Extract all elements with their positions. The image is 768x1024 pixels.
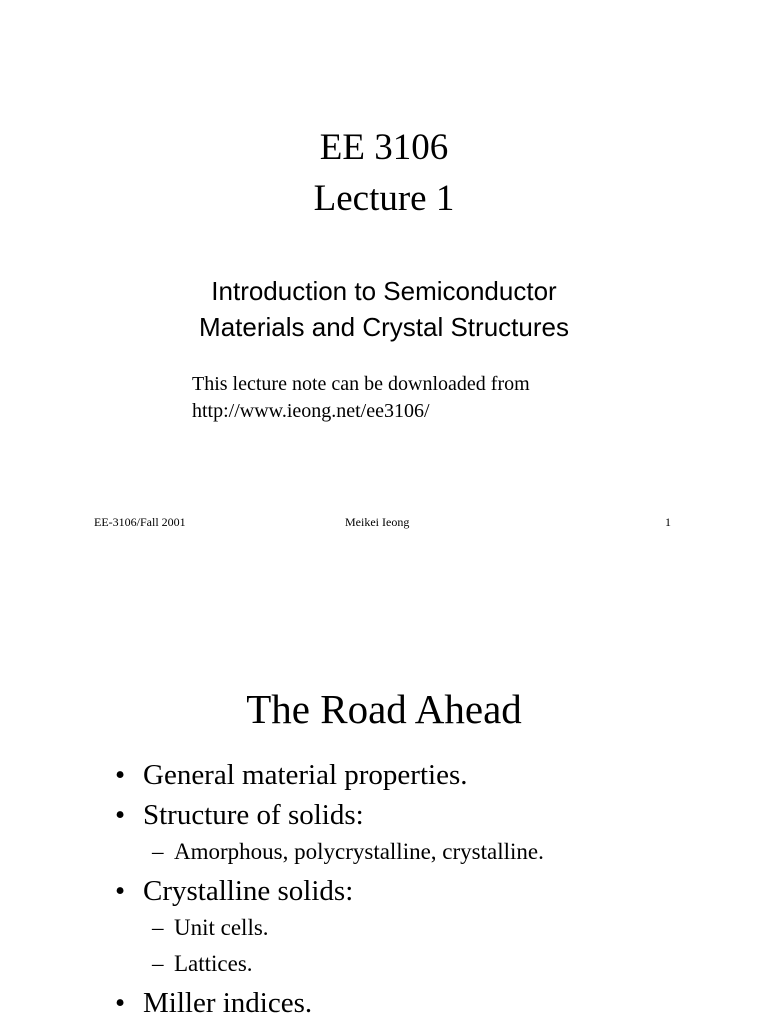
sub-bullet-marker: – [152,915,164,940]
sub-bullet-marker: – [152,951,164,976]
bullet-text: Crystalline solids: [143,875,354,907]
footer-course: EE-3106/Fall 2001 [94,515,186,529]
lecture-subtitle-line-1: Introduction to Semiconductor [211,276,557,306]
bullet-marker: • [115,987,126,1019]
slide-2 [0,548,768,1024]
footer-author: Meikei Ieong [345,515,410,529]
bullet-text: Structure of solids: [143,799,364,831]
bullet-item [0,984,768,1022]
bullet-marker: • [115,875,126,907]
sub-bullet-item [0,910,768,946]
sub-bullet-item [0,834,768,870]
download-url: http://www.ieong.net/ee3106/ [192,400,430,422]
topic-list [0,756,768,1022]
bullet-item [0,796,768,834]
lecture-number: Lecture 1 [313,178,455,219]
sub-bullet-marker: – [152,839,164,864]
sub-bullet-item [0,946,768,982]
sub-bullet-text: Unit cells. [174,915,269,940]
bullet-text: Miller indices. [143,987,313,1019]
bullet-item [0,756,768,794]
bullet-marker: • [115,759,126,791]
sub-bullet-text: Amorphous, polycrystalline, crystalline. [174,839,544,864]
bullet-item [0,872,768,910]
footer-page-number: 1 [665,515,671,529]
bullet-text: General material properties. [143,759,468,791]
bullet-marker: • [115,799,126,831]
slide-title: The Road Ahead [246,686,522,732]
lecture-subtitle-line-2: Materials and Crystal Structures [199,312,569,342]
course-title: EE 3106 [319,127,449,168]
sub-bullet-text: Lattices. [174,951,253,976]
download-note: This lecture note can be downloaded from [192,373,530,395]
